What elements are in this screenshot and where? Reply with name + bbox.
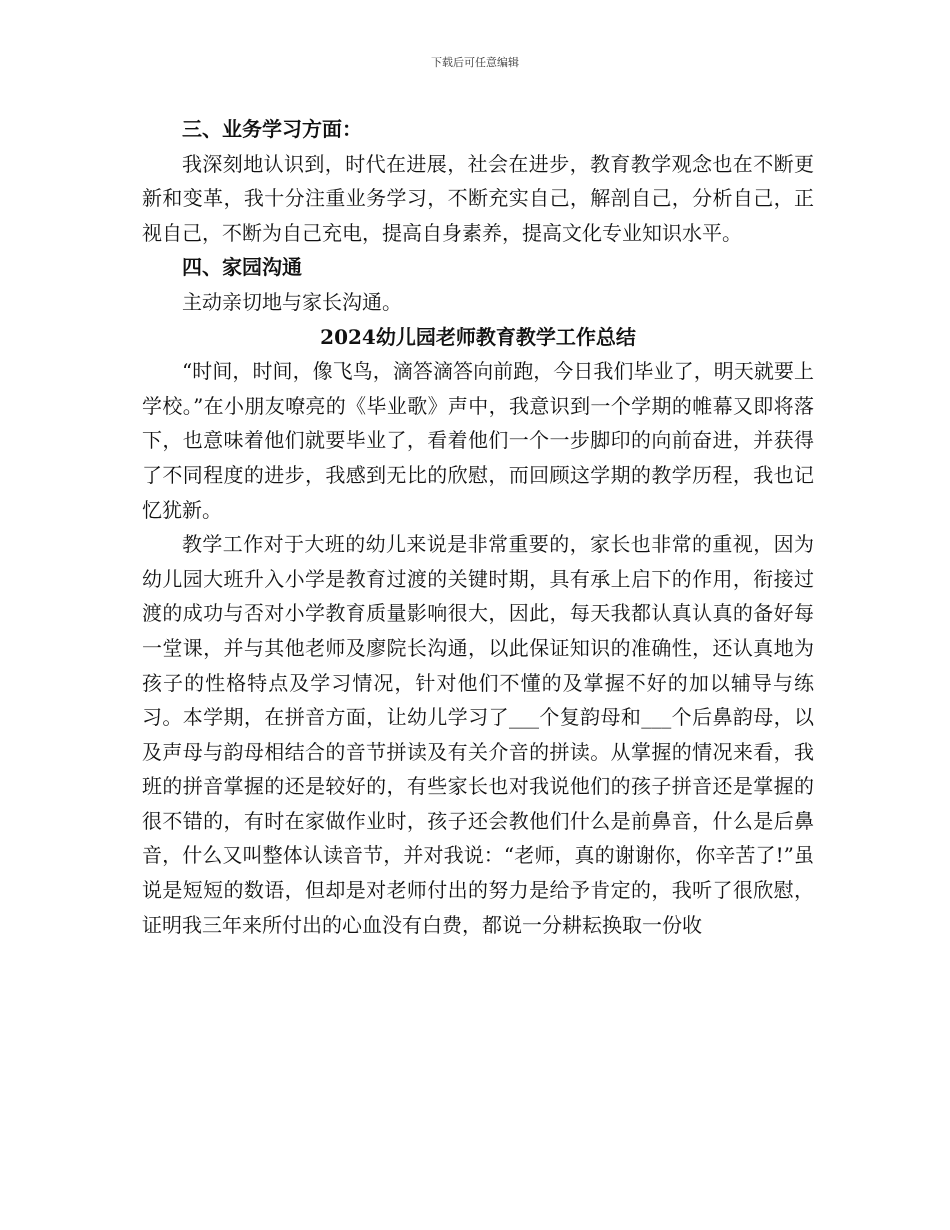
document-body	[142, 112, 814, 942]
section4-paragraph: 主动亲切地与家长沟通。	[182, 289, 402, 314]
section3-heading: 三、业务学习方面：	[182, 117, 362, 141]
document-title: 2024幼儿园老师教育教学工作总结	[320, 324, 636, 349]
intro-paragraph: “时间，时间，像飞鸟，滴答滴答向前跑，今日我们毕业了，明天就要上学校。”在小朋友嘹亮的《毕业歌》声中，我意识到一个学期的帷幕又即将落下，也意味着他们就要毕业了，看着他们一个一步脚印的向前奋进，并获得了不同程度的进步，我感到无比的欣慰，而回顾这学期的教学历程，我也记忆犹新。	[142, 359, 814, 522]
section3-paragraph: 我深刻地认识到，时代在进展，社会在进步，教育教学观念也在不断更新和变革，我十分注重业务学习，不断充实自己，解剖自己，分析自己，正视自己，不断为自己充电，提高自身素养，提高文化专业知识水平。	[142, 151, 814, 245]
teaching-paragraph: 教学工作对于大班的幼儿来说是非常重要的，家长也非常的重视，因为幼儿园大班升入小学是教育过渡的关键时期，具有承上启下的作用，衔接过渡的成功与否对小学教育质量影响很大，因此，每天我都认真认真的备好每一堂课，并与其他老师及廖院长沟通，以此保证知识的准确性，还认真地为孩子的性格特点及学习情况，针对他们不懂的及掌握不好的加以辅导与练习。本学期，在拼音方面，让幼儿学习了___个复韵母和___个后鼻韵母，以及声母与韵母相结合的音节拼读及有关介音的拼读。从掌握的情况来看，我班的拼音掌握的还是较好的，有些家长也对我说他们的孩子拼音还是掌握的很不错的，有时在家做作业时，孩子还会教他们什么是前鼻音，什么是后鼻音，什么又叫整体认读音节，并对我说：“老师，真的谢谢你，你辛苦了!”虽说是短短的数语，但却是对老师付出的努力是给予肯定的，我听了很欣慰，证明我三年来所付出的心血没有白费，都说一分耕耘换取一份收	[142, 532, 814, 937]
section4-heading: 四、家园沟通	[182, 255, 302, 280]
header-note: 下载后可任意编辑	[431, 56, 519, 69]
